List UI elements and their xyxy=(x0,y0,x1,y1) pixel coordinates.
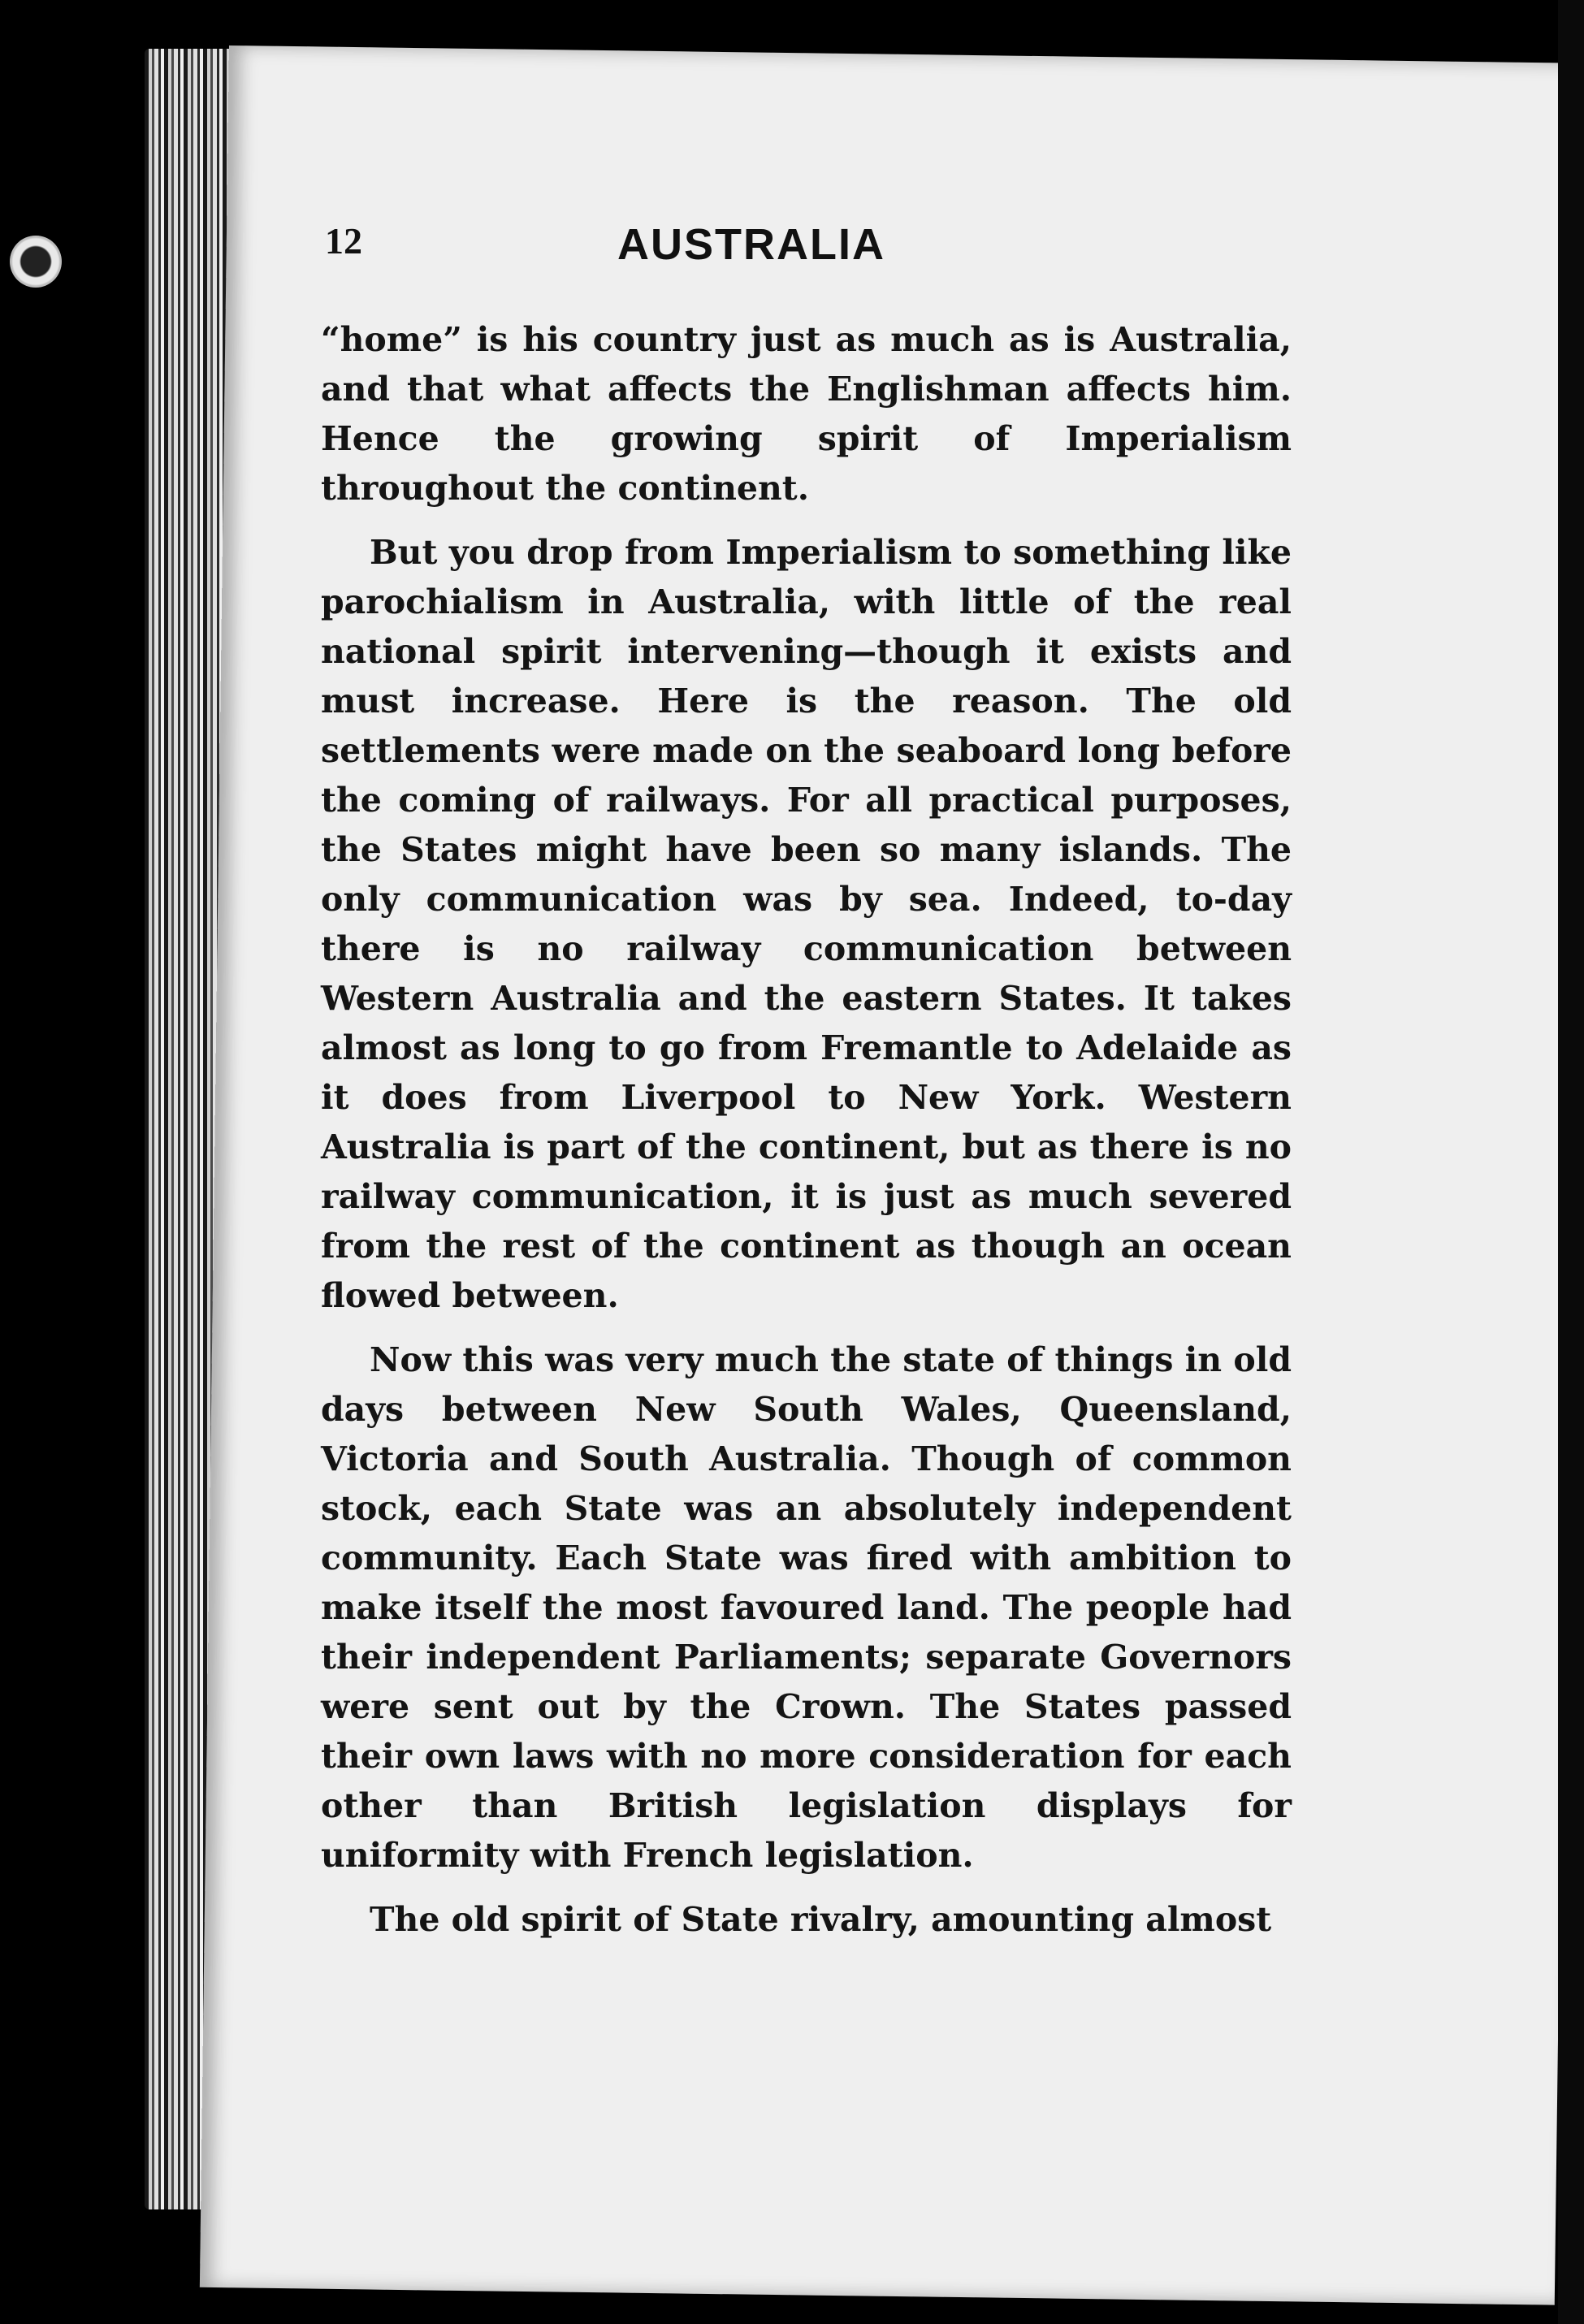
page-number: 12 xyxy=(325,220,362,262)
paragraph-continued: “home” is his country just as much as is Australia, and that what affects the Englishman affects him. Hence the growing spirit of Imperialism throughout the continent. xyxy=(321,320,1292,508)
paragraph: Now this was very much the state of things in old days between New South Wales, Queensland, Victoria and South Australia. Though of common stock, each State was an absolutely independent community. Each State was fired with ambition to make itself the most favoured land. The people had their independent Parliaments; separate Governors were sent out by the Crown. The States passed their own laws with no more consideration for each other than British legislation displays for uniformity with French legislation. xyxy=(321,1340,1292,1875)
page-header xyxy=(325,219,1267,276)
binder-hole-icon xyxy=(10,236,62,288)
body-text xyxy=(321,315,1292,1959)
running-title: AUSTRALIA xyxy=(617,220,885,269)
scan-border xyxy=(1558,0,1584,2324)
paragraph-truncated: The old spirit of State rivalry, amounting almost xyxy=(370,1900,1272,1939)
paragraph: But you drop from Imperialism to something like parochialism in Australia, with little of the real national spirit intervening—though it exists and must increase. Here is the reason. The old settlements were made on the seaboard long before the coming of railways. For all practical purposes, the States might have been so many islands. The only communication was by sea. Indeed, to-day there is no railway communication between Western Australia and the eastern States. It takes almost as long to go from Fremantle to Adelaide as it does from Liverpool to New York. Western Australia is part of the continent, but as there is no railway communication, it is just as much severed from the rest of the continent as though an ocean flowed between. xyxy=(321,533,1292,1315)
